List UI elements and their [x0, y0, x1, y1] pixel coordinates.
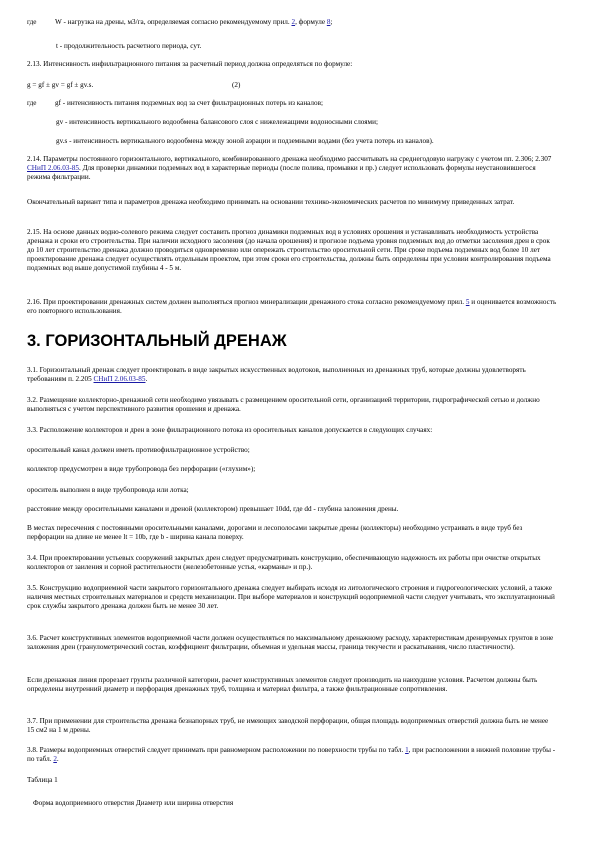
text-line: где W - нагрузка на дрены, м3/га, определяемая согласно рекомендуемому прил. 2, формуле 8; [27, 18, 333, 26]
snip-link[interactable]: СНиП 2.06.03-85 [27, 164, 79, 172]
snip-link[interactable]: СНиП 2.06.03-85 [93, 375, 146, 383]
paragraph-soil-categories: Если дренажная линия прорезает грунты различной категории, расчет конструктивных элементов следует производить на наихудшие условия. Расчетом должны быть определены внутренний диаметр и перфорация дренажных труб, толщина и материал фильтра, а также фильтрационные сопротивления. [27, 676, 538, 693]
formula-line [27, 81, 567, 90]
paragraph-crossings: В местах пересечения с постоянными оросительными каналами, дорогами и лесополосами закрытые дрены (коллекторы) необходимо устраивать в виде труб без перфорации на длине не менее lt = 10b, где b - ширина канала поверху. [27, 524, 523, 541]
list-item: коллектор предусмотрен в виде трубопровода без перфорации («глухим»); [27, 465, 256, 473]
paragraph-3-7: 3.7. При применении для строительства дренажа безнапорных труб, не имеющих заводской перфорации, общая площадь водоприемных отверстий должна быть не менее 15 см2 на 1 м дрены. [27, 717, 549, 734]
list-item: ороситель выполнен в виде трубопровода или лотка; [27, 486, 189, 494]
formula: g = gf ± gv = gf ± gv.s. [27, 81, 94, 89]
where-label: где [27, 99, 37, 107]
section-heading: 3. ГОРИЗОНТАЛЬНЫЙ ДРЕНАЖ [27, 332, 287, 350]
appendix-5-link[interactable]: 5 [465, 298, 470, 306]
table-caption: Таблица 1 [27, 776, 58, 784]
paragraph-3-5: 3.5. Конструкцию водоприемной части закрытого горизонтального дренажа следует выбирать исходя из литологического строения и гидрогеологических условий, а также наличия местных строительных материалов и средств механизации. При выборе материалов и конструкций водоприемной части следует учитывать, что эксплуатационный срок службы закрытого дренажа должен быть не менее 30 лет. [27, 584, 555, 610]
paragraph-3-2: 3.2. Размещение коллекторно-дренажной сети необходимо увязывать с размещением оросительной сети, организацией территории, гидрографической сетью и должно выполняться с учетом перспективного развития орошения и дренажа. [27, 396, 540, 413]
text-line: gv - интенсивность вертикального водообмена балансового слоя с нижележащими водоносными слоями; [56, 118, 378, 126]
text-line: gv.s - интенсивность вертикального водообмена между зоной аэрации и подземными водами (без учета потерь из каналов). [56, 137, 434, 145]
paragraph-3-4: 3.4. При проектировании устьевых сооружений закрытых дрен следует предусматривать конструкцию, обеспечивающую надежность их работы при очистке открытых коллекторов от заиления и сорной растительности (железобетонные устья, «карманы» и пр.). [27, 554, 541, 571]
where-label: где [27, 18, 37, 26]
paragraph-2-15: 2.15. На основе данных водно-солевого режима следует составить прогноз динамики подземных вод в условиях орошения и устанавливать необходимость устройства дренажа и сроки его строительства. При наличии исходного засоления (до начала орошения) и прогнозе подъема уровня подземных вод до отметки засоления дрен в срок до 10 лет строительство дренажа должно проводиться одновременно или опережать строительство оросительной сети. При сроке подъема подземных вод более 10 лет проектирование дренажа следует осуществлять отдельным проектом, при этом сроки его строительства, должны быть определены при условии контролирования подъема подземных вод выше допустимой глубины 4 - 5 м. [27, 228, 551, 272]
list-item: оросительный канал должен иметь противофильтрационное устройство; [27, 446, 250, 454]
table-1-link[interactable]: 1 [405, 746, 409, 754]
formula-link[interactable]: 8 [326, 18, 331, 26]
appendix-link[interactable]: 2 [291, 18, 296, 26]
paragraph-3-6: 3.6. Расчет конструктивных элементов водоприемной части должен осуществляться по максимальному дренажному расходу, характеристикам дренируемых грунтов в зоне заложения дрен (гранулометрический состав, коэффициент фильтрации, объемная и удельная массы, граница текучести и раскатывания, число пластичности). [27, 634, 554, 651]
paragraph-final-variant: Окончательный вариант типа и параметров дренажа необходимо принимать на основании технико-экономических расчетов по минимуму приведенных затрат. [27, 198, 515, 206]
paragraph-2-13: 2.13. Интенсивность инфильтрационного питания за расчетный период должна определяться по формуле: [27, 60, 353, 68]
paragraph-2-14: 2.14. Параметры постоянного горизонтального, вертикального, комбинированного дренажа необходимо рассчитывать на среднегодовую нагрузку с учетом пп. 2.306; 2.307 СНиП 2.06.03-85. Для проверки динамики подземных вод в характерные периоды (после полива, промывки и пр.) следует использовать формулы неустановившегося режима фильтрации. [27, 155, 552, 181]
formula-number: (2) [232, 81, 241, 89]
table-header: Форма водоприемного отверстия Диаметр или ширина отверстия [33, 799, 234, 807]
paragraph-3-1: 3.1. Горизонтальный дренаж следует проектировать в виде закрытых искусственных водотоков, выполненных из дренажных труб, которые должны удовлетворять требованиям п. 2.205 СНиП 2.06.03-85. [27, 366, 526, 383]
text-line: где gf - интенсивность питания подземных вод за счет фильтрационных потерь из каналов; [27, 99, 324, 107]
text-line: t - продолжительность расчетного периода, сут. [56, 42, 202, 50]
paragraph-3-8: 3.8. Размеры водоприемных отверстий следует принимать при равномерном расположении по поверхности трубы по табл. 1, при расположении в нижней половине трубы - по табл. 2. [27, 746, 556, 763]
table-2-link[interactable]: 2 [53, 755, 57, 763]
paragraph-2-16: 2.16. При проектировании дренажных систем должен выполняться прогноз минерализации дренажного стока согласно рекомендуемому прил. 5 и оценивается возможность его повторного использования. [27, 298, 557, 315]
paragraph-3-3: 3.3. Расположение коллекторов и дрен в зоне фильтрационного потока из оросительных каналов допускается в следующих случаях: [27, 426, 433, 434]
list-item: расстояние между оросительными каналами и дреной (коллектором) превышает 10dd, где dd - глубина заложения дрены. [27, 505, 399, 513]
